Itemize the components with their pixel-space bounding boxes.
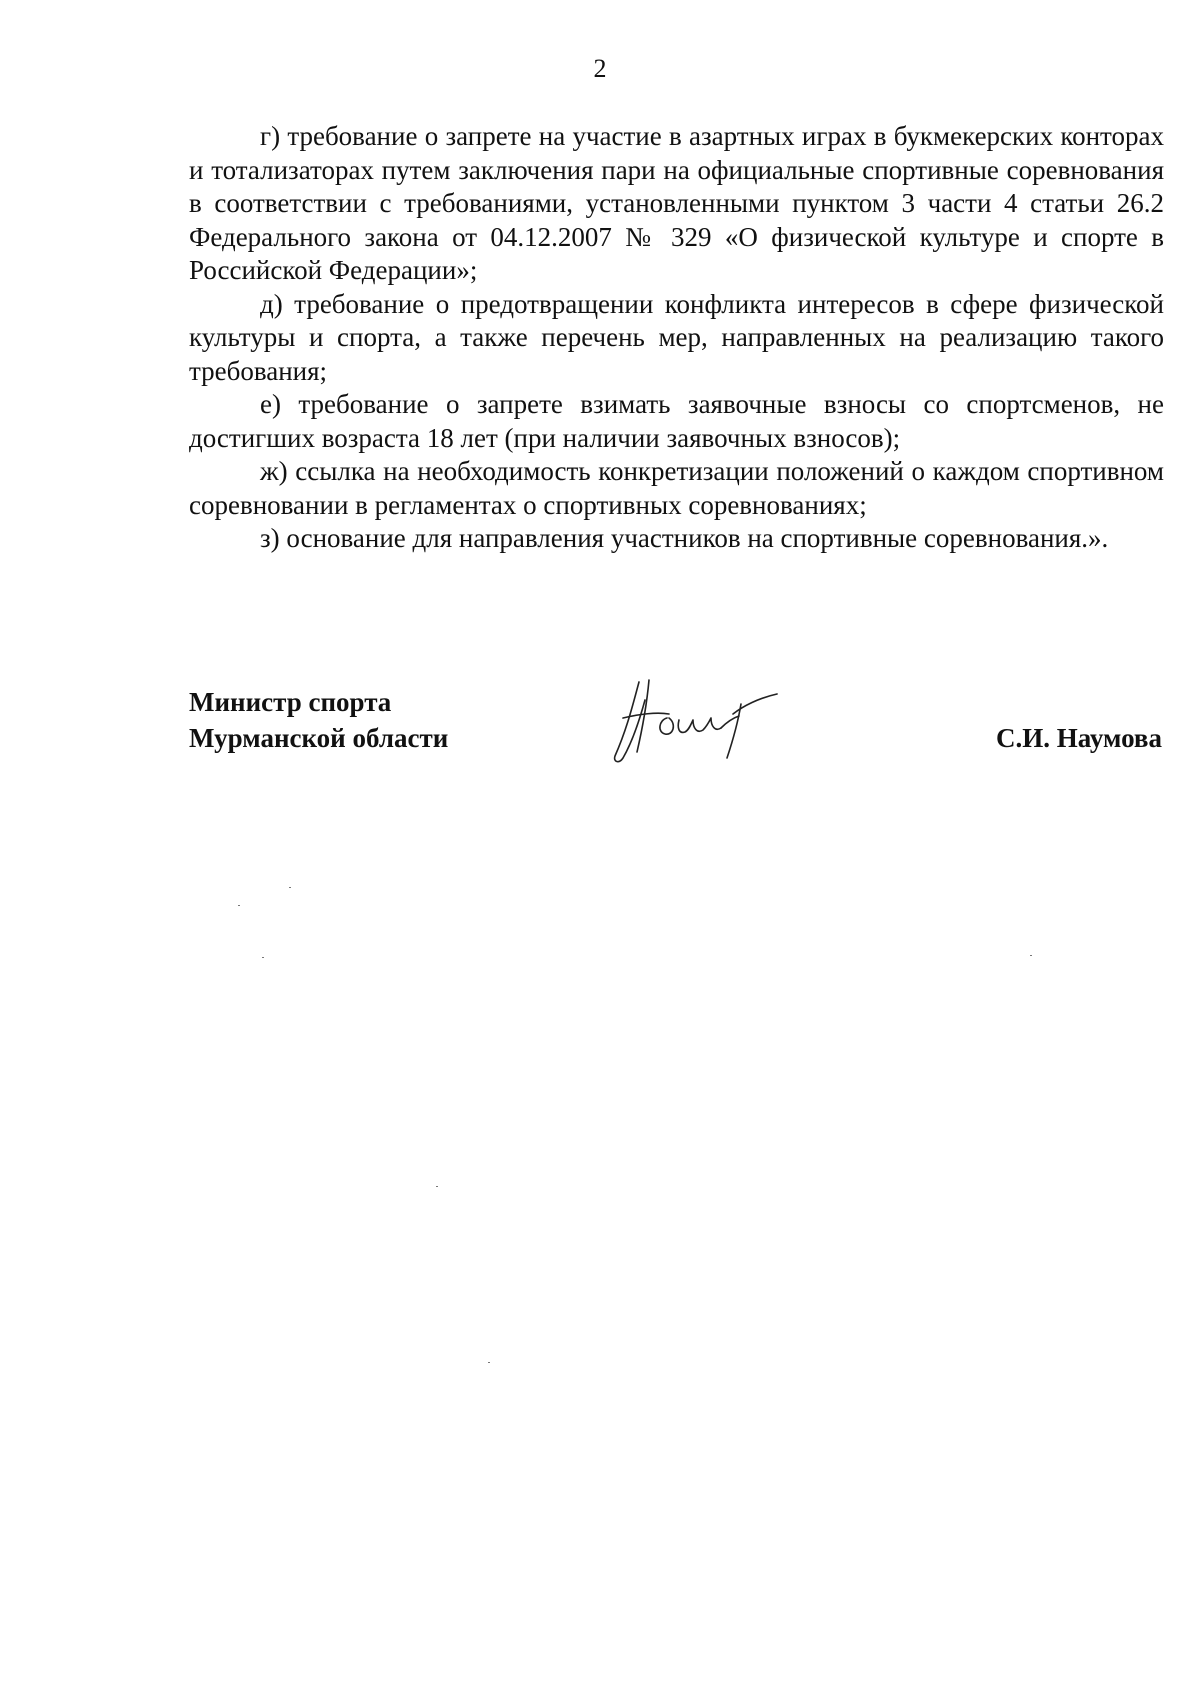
paragraph-e: е) требование о запрете взимать заявочные взносы со спортсменов, не достигших возраста 18 лет (при наличии заявочных взносов); — [189, 389, 1164, 453]
paragraph-d: д) требование о предотвращении конфликта интересов в сфере физической культуры и спорта, а также перечень мер, направленных на реализацию такого требования; — [189, 288, 1164, 386]
scan-speck — [289, 887, 291, 888]
document-body — [189, 120, 1164, 556]
signatory-name: С.И. Наумова — [996, 723, 1162, 753]
scan-speck — [262, 957, 264, 958]
scan-speck — [488, 1362, 490, 1363]
paragraph-zh: ж) ссылка на необходимость конкретизации положений о каждом спортивном соревновании в регламентах о спортивных соревнованиях; — [189, 456, 1164, 520]
signatory-title-line1: Министр спорта — [189, 687, 392, 717]
paragraph-g: г) требование о запрете на участие в азартных играх в букмекерских конторах и тотализаторах путем заключения пари на официальные спортивные соревнования в соответствии с требованиями, установленными пунктом 3 части 4 статьи 26.2 Федерального закона от 04.12.2007 № 329 «О физической культуре и спорте в Российской Федерации»; — [189, 121, 1164, 285]
paragraph-z: з) основание для направления участников на спортивные соревнования.». — [260, 523, 1109, 553]
page-number: 2 — [593, 54, 607, 83]
scan-speck — [1030, 955, 1032, 956]
signature-block — [189, 684, 1164, 794]
scan-speck — [436, 1186, 438, 1187]
handwritten-signature — [609, 674, 789, 774]
scan-speck — [238, 905, 240, 906]
signatory-title — [189, 684, 448, 756]
signatory-title-line2: Мурманской области — [189, 723, 449, 753]
